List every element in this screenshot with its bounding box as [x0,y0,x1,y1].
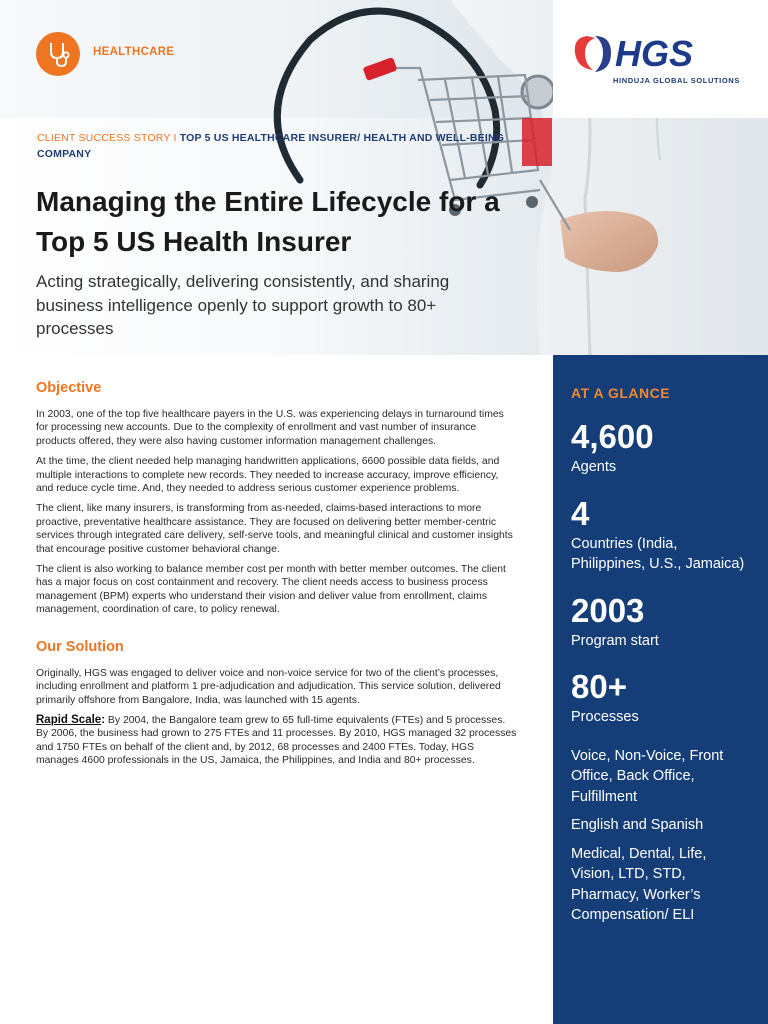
stat-number: 80+ [571,668,627,705]
objective-paragraph: The client is also working to balance member cost per month with better member outcomes. The client has a major focus on cost containment and recovery. The client needs access to business process management (BPM) experts who understand their vision and deliver value from enrollment, claims management, coordination of care, to policy renewal. [36,564,506,616]
objective-paragraph: At the time, the client needed help managing handwritten applications, 6600 possible data fields, and multiple interactions to complete new records. They needed to increase accuracy, improve efficiency, and reduce cycle time. And, they needed to address serious customer experience problems. [36,456,500,495]
glance-heading: AT A GLANCE [571,385,671,401]
stat-number: 4 [571,494,590,532]
stat-number: 2003 [571,591,645,629]
rapid-scale-label: Rapid Scale [36,713,102,726]
stat-number: 4,600 [571,418,654,455]
objective-paragraph: In 2003, one of the top five healthcare payers in the U.S. was experiencing delays in turnaround times for processing new accounts. Due to the complexity of enrollment and vast number of insurance products offered, they were also having customer information management challenges. [36,409,504,447]
glance-item-services: Voice, Non-Voice, Front Office, Back Office, Fulfillment [571,747,724,805]
story-text: TOP 5 US HEALTHCARE INSURER/ HEALTH AND WELL-BEING COMPANY [37,132,505,160]
logo-text: HGS [615,33,694,74]
logo-subtitle: HINDUJA GLOBAL SOLUTIONS [613,76,740,85]
solution-heading: Our Solution [36,638,124,655]
stat-label: Processes [571,709,639,725]
stat-countries [571,496,750,575]
page-subtitle: Acting strategically, delivering consistently, and sharing business intelligence openly to support growth to 80+ processes [36,272,450,338]
page-title: Managing the Entire Lifecycle for a Top 5 US Health Insurer [36,186,500,257]
objective-paragraph: The client, like many insurers, is transforming from as-needed, claims-based interactions to more proactive, preventative healthcare assistance. They are focused on delivering better member-centric services through integrated care delivery, self-serve tools, and meaningful clinical and customer insights that encourage positive customer behavioral change. [36,503,513,555]
rapid-scale-text: By 2004, the Bangalore team grew to 65 full-time equivalents (FTEs) and 5 processes. By 2006, the business had grown to 275 FTEs and 11 processes. By 2010, HGS managed 32 processes and 1750 FTEs on behalf of the client and, by 2012, 68 processes and 2400 FTEs. Today, HGS manages 4600 professionals in the US, Jamaica, the Philippines, and India and 80+ processes. [36,714,517,767]
client-story-line [37,130,537,162]
rapid-scale-colon: : [101,713,106,726]
hgs-logo [553,0,768,118]
stat-label: Program start [571,632,659,649]
stat-program-start [571,593,750,652]
healthcare-badge [36,32,80,76]
main-content [36,380,518,775]
stat-label: Countries (India, Philippines, U.S., Jamaica) [571,535,745,572]
solution-paragraph: Originally, HGS was engaged to deliver voice and non-voice service for two of the client’s processes, including enrollment and platform 1 pre-adjudication and adjudication. This service solution, delivered primarily offshore from Bangalore, India, was launched with 15 agents. [36,667,501,706]
objective-heading: Objective [36,380,102,396]
glance-item-lines-of-business: Medical, Dental, Life, Vision, LTD, STD, Pharmacy, Worker’s Compensation/ ELI [571,845,707,923]
rapid-scale-paragraph [36,714,518,768]
stat-label: Agents [571,459,617,475]
at-a-glance-panel [553,355,768,1024]
stat-processes [571,669,750,728]
hgs-logo-mark [571,28,751,78]
hero-banner [0,0,768,355]
category-label: HEALTHCARE [93,46,175,58]
stat-agents [571,419,750,478]
glance-item-languages: English and Spanish [571,817,704,833]
story-prefix: CLIENT SUCCESS STORY I [37,132,180,144]
stethoscope-icon [44,40,72,68]
